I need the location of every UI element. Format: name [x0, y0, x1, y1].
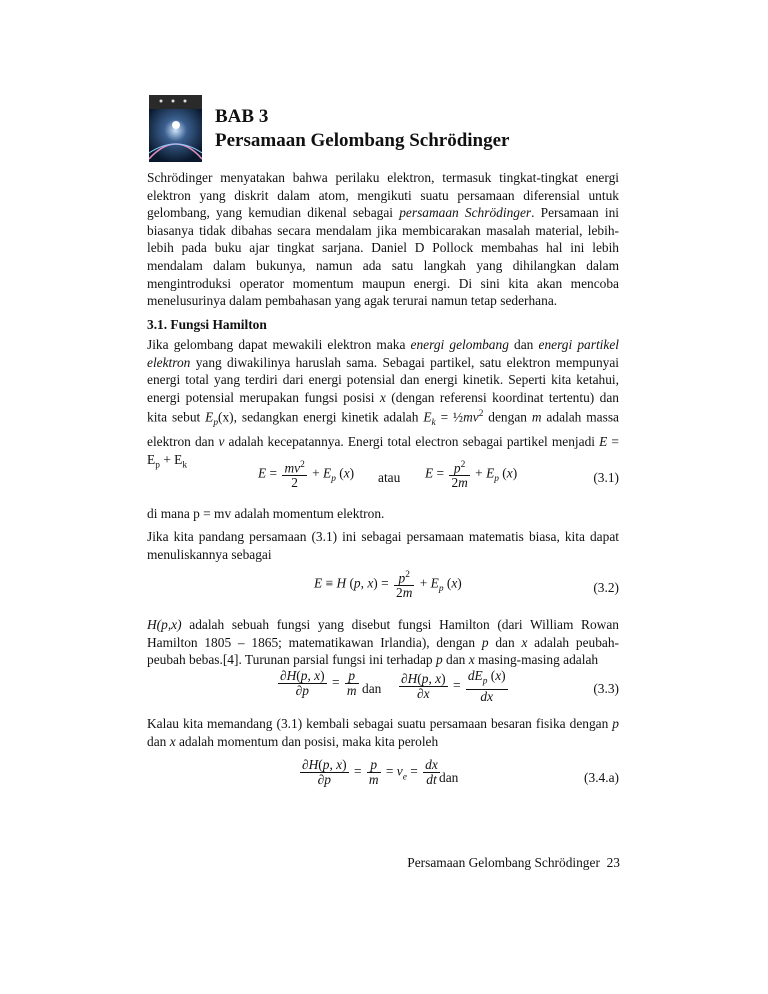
equation-3-2-number: (3.2)	[593, 580, 619, 595]
chapter-image	[149, 95, 202, 162]
section-paragraph-4: Kalau kita memandang (3.1) kembali sebagai suatu persamaan besaran fisika dengan p dan x adalah momentum dan posisi, maka kita peroleh	[147, 716, 619, 749]
equation-3-1-atau: atau	[378, 470, 401, 485]
chapter-title: Persamaan Gelombang Schrödinger	[215, 130, 510, 151]
equation-3-4a-dan: dan	[439, 770, 459, 785]
footer-title: Persamaan Gelombang Schrödinger	[407, 855, 600, 870]
equation-3-4a: $\frac{\partial H(p, x)}{\partial p}$ = $\frac{p}{m}$ = $v_e$ = $\frac{dx}{dt}$	[302, 757, 438, 787]
equation-3-3-number: (3.3)	[593, 681, 619, 696]
equation-3-4a-number: (3.4.a)	[584, 770, 619, 785]
section-paragraph-1: Jika gelombang dapat mewakili elektron maka energi gelombang dan energi partikel elektron yang diwakilinya haruslah sama. Sebagai partikel, satu elektron mempunyai energi total yang terdiri dari energi potensial dan energi kinetik. Seperti kita ketahui, energi potensial merupakan fungsi posisi x (dengan referensi koordinat tertentu) dan kita sebut $E_p(x)$, sedangkan energi kinetik adalah $E_k$ = $\frac{1}{2}mv^2$ dengan m adalah massa elektron dan v adalah kecepatannya. Energi total electron sebagai partikel menjadi $E = E_p + E_k$	[147, 337, 619, 471]
equation-3-1-left: E = $\frac{mv^2}{2}$ + $E_p$ (x)	[258, 460, 355, 491]
page-footer	[407, 855, 620, 871]
equation-3-3-dan: dan	[362, 681, 382, 696]
page-number: 23	[606, 855, 620, 870]
section-paragraph-2: Jika kita pandang persamaan (3.1) ini sebagai persamaan matematis biasa, kita dapat menuliskannya sebagai	[147, 529, 619, 562]
chapter-label: BAB 3	[215, 106, 269, 127]
intro-paragraph: Schrödinger menyatakan bahwa perilaku elektron, termasuk tingkat-tingkat energi elektron yang diskrit dalam atom, mengikuti suatu persamaan diferensial untuk gelombang, yang kemudian dikenal sebagai persamaan Schrödinger. Persamaan ini biasanya tidak dibahas secara mendalam jika membicarakan masalah material, lebih-lebih pada buku ajar tingkat sarjana. Daniel D Pollock membahas hal ini lebih mendalam dalam bukunya, namun ada satu langkah yang dihilangkan dalam mengintroduksi operator momentum maupun energi. Di sini kita akan mencoba menelusurinya dalam pembahasan yang agak terurai namun tetap sederhana.	[147, 170, 619, 309]
section-heading: 3.1. Fungsi Hamilton	[147, 317, 267, 332]
equation-3-3-right: $\frac{\partial H(p, x)}{\partial x}$ = $\frac{dE_p (x)}{dx}$	[401, 668, 506, 704]
equation-3-1-right: E = $\frac{p^2}{2m}$ + $E_p$ (x)	[425, 460, 518, 491]
section-paragraph-3: H(p,x) adalah sebuah fungsi yang disebut fungsi Hamilton (dari William Rowan Hamilton 1805 – 1865; matematikawan Irlandia), dengan p dan x adalah peubah-peubah bebas.[4]. Turunan parsial fungsi ini terhadap p dan x masing-masing adalah	[147, 617, 620, 668]
equation-3-3-left: $\frac{\partial H(p, x)}{\partial p}$ = $\frac{p}{m}$	[280, 668, 357, 698]
momentum-line: di mana p = mv adalah momentum elektron.	[147, 506, 385, 521]
equation-3-2: E ≡ H (p, x) = $\frac{p^2}{2m}$ + $E_p$ (x)	[314, 570, 462, 601]
equation-3-1-number: (3.1)	[593, 470, 619, 485]
